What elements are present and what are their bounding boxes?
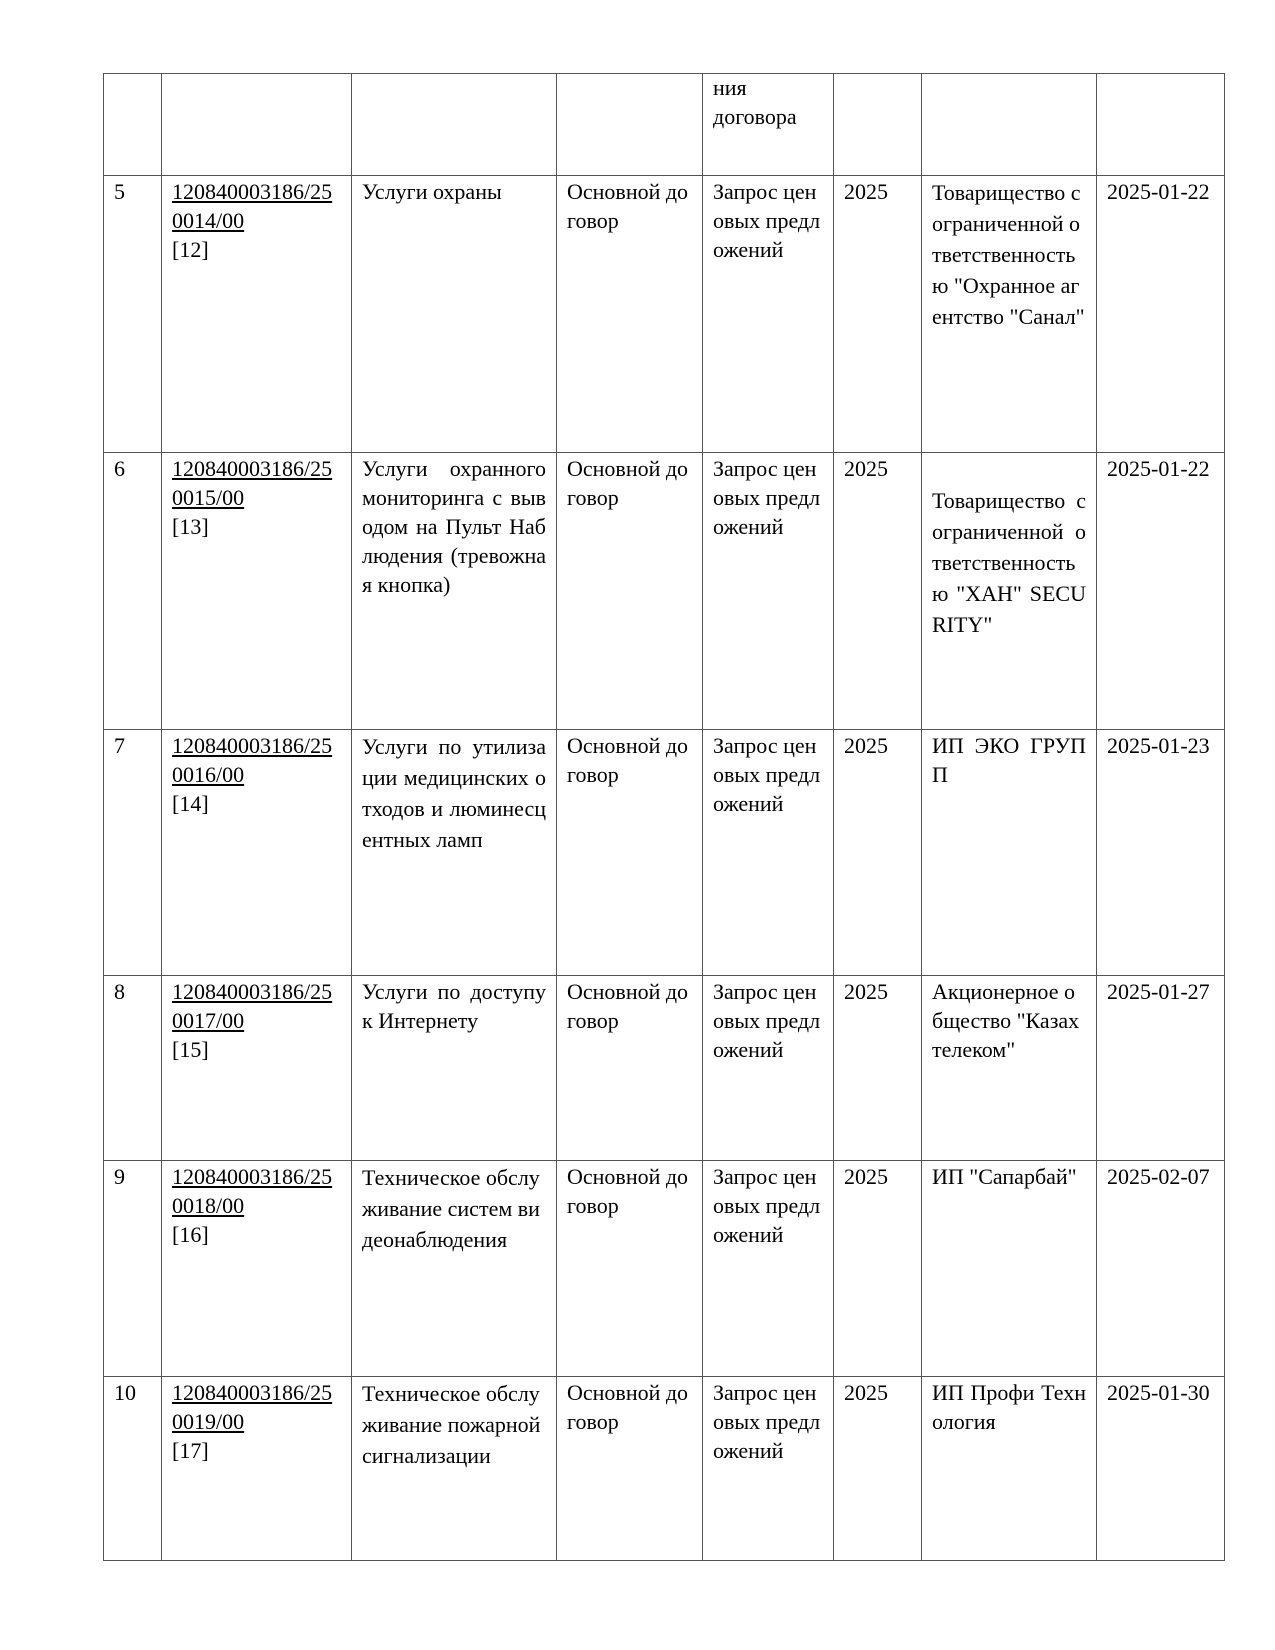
cell-year [834,74,922,176]
contract-link[interactable]: 120840003186/250015/00 [172,456,333,510]
cell-subject: Услуги по утилизации медицинских отходов и люминесцентных ламп [352,730,557,976]
cell-contract-id [162,453,352,730]
cell-subject: Услуги охраны [352,176,557,453]
cell-method: Запрос ценовых предложений [703,1161,834,1377]
cell-method: Запрос ценовых предложений [703,1377,834,1561]
cell-supplier [922,176,1097,453]
supplier-text: Товарищество с ограниченной ответственностью "ХАН" SECURITY" [932,488,1086,637]
contract-link[interactable]: 120840003186/250014/00 [172,179,333,233]
cell-number: 7 [104,730,162,976]
cell-method: Запрос ценовых предложений [703,176,834,453]
cell-subject: Услуги охранного мониторинга с выводом на Пульт Наблюдения (тревожная кнопка) [352,453,557,730]
table-row [104,1161,1225,1377]
footnote-ref: [12] [172,237,209,262]
cell-supplier: Акционерное общество "Казахтелеком" [922,976,1097,1161]
cell-contract-id [162,176,352,453]
cell-year: 2025 [834,453,922,730]
cell-contract-id [162,1377,352,1561]
cell-type: Основной договор [557,730,703,976]
cell-type [557,74,703,176]
cell-contract-id [162,976,352,1161]
cell-date: 2025-01-27 [1097,976,1225,1161]
cell-number: 9 [104,1161,162,1377]
cell-date: 2025-01-30 [1097,1377,1225,1561]
cell-supplier [922,74,1097,176]
cell-subject: Техническое обслуживание систем видеонаблюдения [352,1161,557,1377]
cell-number [104,74,162,176]
footnote-ref: [15] [172,1037,209,1062]
cell-subject: Услуги по доступу к Интернету [352,976,557,1161]
cell-method: Запрос ценовых предложений [703,453,834,730]
footnote-ref: [16] [172,1222,209,1247]
contract-link[interactable]: 120840003186/250019/00 [172,1380,333,1434]
cell-supplier: ИП ЭКО ГРУПП [922,730,1097,976]
table-row [104,453,1225,730]
cell-number: 10 [104,1377,162,1561]
cell-year: 2025 [834,1377,922,1561]
footnote-ref: [13] [172,514,209,539]
cell-date: 2025-01-22 [1097,453,1225,730]
cell-type: Основной договор [557,976,703,1161]
cell-number: 8 [104,976,162,1161]
cell-type: Основной договор [557,176,703,453]
supplier-text: Товарищество с ограниченной ответственностью "Охранное агентство "Санал" [932,180,1085,329]
cell-number: 5 [104,176,162,453]
contract-link[interactable]: 120840003186/250018/00 [172,1164,333,1218]
cell-date: 2025-01-22 [1097,176,1225,453]
footnote-ref: [14] [172,791,209,816]
table-row [104,176,1225,453]
cell-supplier [922,453,1097,730]
cell-method: Запрос ценовых предложений [703,730,834,976]
cell-type: Основной договор [557,453,703,730]
table-row [104,74,1225,176]
cell-date [1097,74,1225,176]
cell-method [703,74,834,176]
cell-supplier: ИП "Сапарбай" [922,1161,1097,1377]
table-row [104,976,1225,1161]
cell-method: Запрос ценовых предложений [703,976,834,1161]
cell-subject [352,74,557,176]
cell-year: 2025 [834,730,922,976]
cell-contract-id [162,730,352,976]
cell-supplier: ИП Профи Технология [922,1377,1097,1561]
cell-contract-id [162,1161,352,1377]
contract-link[interactable]: 120840003186/250016/00 [172,733,333,787]
cell-date: 2025-02-07 [1097,1161,1225,1377]
cell-type: Основной договор [557,1377,703,1561]
cell-year: 2025 [834,1161,922,1377]
table-row [104,1377,1225,1561]
cell-year: 2025 [834,176,922,453]
contracts-table [103,73,1225,1561]
cell-type: Основной договор [557,1161,703,1377]
cell-subject: Техническое обслуживание пожарной сигнализации [352,1377,557,1561]
cell-contract-id [162,74,352,176]
footnote-ref: [17] [172,1438,209,1463]
method-text: ния договора [713,75,797,129]
cell-year: 2025 [834,976,922,1161]
contract-link[interactable]: 120840003186/250017/00 [172,979,333,1033]
table-row [104,730,1225,976]
cell-number: 6 [104,453,162,730]
cell-date: 2025-01-23 [1097,730,1225,976]
